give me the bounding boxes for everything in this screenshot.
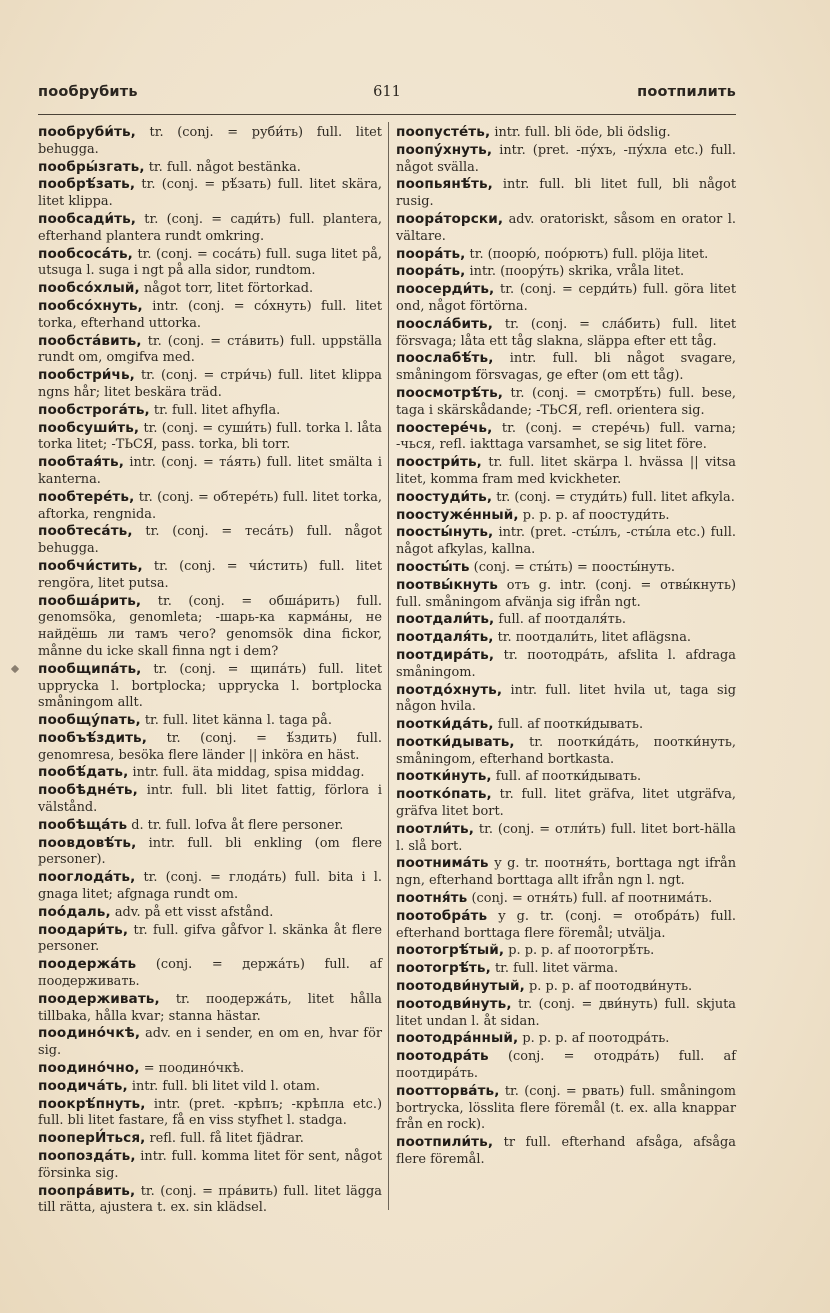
dictionary-entry — [396, 908, 736, 943]
entry-definition: intr. (pret. -сты́лъ, -сты́ла etc.) full. något afkylas, kallna. — [396, 525, 736, 558]
entry-headword: поора́ть, — [396, 263, 466, 280]
entry-definition: intr. (поору́ть) skrika, vråla litet. — [465, 264, 685, 280]
entry-headword: поотогрѣ́ть, — [396, 960, 491, 977]
dictionary-entry — [396, 978, 736, 996]
dictionary-entry — [38, 817, 382, 835]
dictionary-entry — [396, 350, 736, 385]
entry-definition: intr. full. äta middag, spisa middag. — [128, 765, 365, 781]
entry-definition: p. p. p. af поостуди́ть. — [518, 507, 670, 523]
entry-headword: поотторва́ть, — [396, 1082, 500, 1099]
entry-definition: tr. (conj. = соса́ть) full. suga litet på, utsuga l. suga i ngt på alla sidor, rundtom. — [38, 246, 382, 279]
entry-definition: у g. tr. поотня́ть, borttaga ngt ifrån ngn, efterhand borttaga allt ifrån ngn l. ngt. — [396, 856, 736, 889]
entry-definition: refl. full. få litet fjädrar. — [145, 1131, 304, 1147]
entry-definition: tr. full. litet värma. — [490, 961, 619, 977]
entry-definition: tr. full. litet afhyfla. — [149, 402, 281, 418]
entry-headword: пообсади́ть, — [38, 210, 137, 227]
entry-headword: поосла́бить, — [396, 315, 494, 332]
dictionary-entry — [38, 211, 382, 246]
entry-definition: tr. (conj. = смотрѣ́ть) full. bese, taga i skärskådande; -ТЬСЯ, refl. orientera sig. — [396, 385, 736, 418]
running-head — [38, 84, 736, 106]
entry-headword: поотки́да́ть, — [396, 716, 494, 733]
entry-definition: tr. (conj. = стри́чь) full. litet klippa ngns hår; litet beskära träd. — [38, 368, 382, 400]
dictionary-entry — [396, 507, 736, 525]
entry-headword: поокрѣ́пнуть, — [38, 1095, 146, 1112]
entry-definition: intr. (conj. = та́ять) full. litet smälta i kanterna. — [38, 455, 382, 487]
entry-headword: поодино́чно, — [38, 1060, 140, 1077]
entry-headword: пообстрога́ть, — [38, 401, 150, 418]
dictionary-entry — [396, 385, 736, 420]
entry-definition: intr. full. bli något svagare, småningom försvagas, ge efter (om ett tåg). — [396, 351, 736, 384]
entry-definition: у g. tr. (conj. = отобра́ть) full. efterhand borttaga flere föremål; utvälja. — [396, 908, 736, 941]
entry-headword: пообѣдне́ть, — [38, 782, 138, 799]
entry-definition: (conj. = держа́ть) full. af поодерживать. — [38, 957, 382, 990]
entry-headword: пообста́вить, — [38, 332, 142, 349]
entry-definition: tr. (conj. = чи́стить) full. litet rengöra, litet putsa. — [38, 558, 382, 591]
dictionary-entry — [38, 246, 382, 281]
header-rule — [38, 114, 736, 115]
dictionary-entry — [38, 1096, 382, 1131]
entry-definition: tr. (conj. = глода́ть) full. bita i l. gnaga litet; afgnaga rundt om. — [38, 870, 382, 903]
dictionary-entry — [38, 764, 382, 782]
entry-definition: (conj. = отодра́ть) full. af поотдира́ть. — [396, 1049, 736, 1082]
entry-headword: поосты́нуть, — [396, 524, 494, 541]
dictionary-entry — [396, 996, 736, 1031]
entry-definition: intr. full. litet hvila ut, taga sig någon hvila. — [396, 682, 736, 715]
dictionary-entry — [396, 1030, 736, 1048]
entry-headword: поосты́ть — [396, 558, 470, 575]
dictionary-entry — [38, 991, 382, 1026]
entry-definition: tr. full. litet känna l. taga på. — [140, 713, 332, 729]
entry-definition: tr. (поорю́, поо́рютъ) full. plöja litet. — [465, 246, 709, 262]
entry-headword: пообстри́чь, — [38, 367, 135, 384]
entry-definition: tr. поотдали́ть, litet aflägsna. — [493, 630, 691, 646]
entry-definition: tr. поодержа́ть, litet hålla tillbaka, hålla kvar; stanna hästar. — [38, 991, 382, 1024]
dictionary-entry — [396, 821, 736, 856]
entry-definition: intr. full. bli litet vild l. otam. — [127, 1078, 320, 1094]
dictionary-entry — [38, 1148, 382, 1183]
entry-headword: поостуже́нный, — [396, 506, 519, 523]
dictionary-entry — [396, 454, 736, 489]
entry-headword: поотко́пать, — [396, 786, 492, 803]
dictionary-entry — [38, 280, 382, 298]
entry-headword: поора́ть, — [396, 245, 466, 262]
entry-headword: поостри́ть, — [396, 454, 482, 471]
entry-definition: = поодино́чкѣ. — [139, 1061, 245, 1077]
entry-definition: tr. (conj. = рвать) full. småningom bortrycka, lösslita flere föremål (t. ex. alla knappar från en rock). — [396, 1083, 736, 1133]
dictionary-entry — [396, 1048, 736, 1083]
entry-headword: поотки́нуть, — [396, 768, 492, 785]
entry-definition: tr. (conj. = студи́ть) full. litet afkyla. — [492, 489, 735, 505]
entry-definition: intr. full. bli litet fattig, förlora i välstånd. — [38, 783, 382, 816]
entry-headword: поодерживать, — [38, 990, 160, 1007]
entry-definition: (conj. = отня́ть) full. af поотнима́ть. — [467, 891, 713, 907]
entry-definition: p. p. p. af поотодра́ть. — [518, 1031, 670, 1047]
entry-definition: tr. (conj. = стере́чь) full. varna; -чься, refl. iakttaga varsamhet, se sig litet före. — [396, 420, 736, 453]
dictionary-entry — [396, 211, 736, 246]
entry-definition: intr. full. bli enkling (om flere personer). — [38, 835, 382, 868]
header-left-word: пообрубить — [38, 84, 138, 100]
entry-headword: пообруби́ть, — [38, 124, 136, 140]
entry-headword: поослабѣ́ть, — [396, 350, 494, 367]
entry-definition: tr. full. något bestänka. — [144, 159, 301, 175]
entry-headword: пообсуши́ть, — [38, 419, 140, 436]
entry-headword: пообсо́хлый, — [38, 280, 140, 297]
entry-definition: tr. (conj. = теса́ть) full. något behugga. — [38, 524, 382, 557]
entry-definition: full. af поотдаля́ть. — [494, 612, 626, 628]
entry-headword: пообъѣ́здить, — [38, 729, 148, 746]
dictionary-entry — [38, 835, 382, 870]
dictionary-entry — [38, 782, 382, 817]
dictionary-entry — [396, 176, 736, 211]
entry-definition: tr. поотодра́ть, afslita l. afdraga småningom. — [396, 647, 736, 680]
entry-definition: tr. full. gifva gåfvor l. skänka åt flere personer. — [38, 922, 382, 955]
dictionary-entry — [396, 734, 736, 769]
entry-headword: поотки́дывать, — [396, 733, 515, 750]
entry-headword: поодича́ть, — [38, 1077, 128, 1094]
entry-headword: поотогрѣ́тый, — [396, 942, 505, 959]
entry-definition: adv. oratoriskt, såsom en orator l. vältare. — [396, 211, 736, 244]
dictionary-entry — [38, 176, 382, 211]
dictionary-entry — [396, 960, 736, 978]
entry-headword: пооглода́ть, — [38, 869, 136, 886]
dictionary-entry — [396, 1134, 736, 1169]
entry-headword: пообтере́ть, — [38, 488, 135, 505]
entry-headword: пообрѣ́зать, — [38, 176, 136, 193]
dictionary-entry — [38, 333, 382, 368]
dictionary-entry — [38, 402, 382, 420]
left-column — [38, 124, 382, 1217]
dictionary-entry — [38, 1078, 382, 1096]
dictionary-entry — [396, 559, 736, 577]
dictionary-entry — [38, 904, 382, 922]
dictionary-entry — [396, 489, 736, 507]
entry-definition: tr. (conj. = сла́бить) full. litet försvaga; låta ett tåg slakna, släppa efter ett tåg. — [396, 316, 736, 349]
entry-headword: поотодра́ть — [396, 1048, 489, 1065]
dictionary-entry — [38, 1060, 382, 1078]
entry-definition: tr. (conj. = отли́ть) full. litet bort-hälla l. slå bort. — [396, 821, 736, 854]
entry-headword: поосерди́ть, — [396, 281, 495, 298]
entry-definition: adv. en i sender, en om en, hvar för sig. — [38, 1026, 382, 1059]
entry-headword: поотодви́нутый, — [396, 978, 525, 995]
entry-definition: tr. (conj. = ѣ́здить) full. genomresa, besöka flere länder || inköra en häst. — [38, 730, 382, 763]
entry-headword: поодино́чкѣ, — [38, 1025, 141, 1042]
entry-definition: tr. поотки́да́ть, поотки́нуть, småningom, efterhand bortkasta. — [396, 734, 736, 767]
entry-headword: поостуди́ть, — [396, 488, 493, 505]
dictionary-entry — [396, 142, 736, 177]
entry-headword: поотли́ть, — [396, 820, 474, 837]
entry-headword: поотпили́ть, — [396, 1134, 494, 1151]
entry-headword: поотобра́ть — [396, 907, 488, 924]
entry-definition: tr. full. litet skärpa l. hvässa || vitsa litet, komma fram med kvickheter. — [396, 455, 736, 487]
entry-headword: поопра́вить, — [38, 1182, 136, 1199]
entry-headword: пообтая́ть, — [38, 454, 124, 471]
entry-headword: поодари́ть, — [38, 921, 129, 938]
dictionary-entry — [396, 786, 736, 821]
dictionary-entry — [38, 1025, 382, 1060]
entry-definition: intr. full. bli öde, bli ödslig. — [490, 125, 671, 140]
entry-headword: пообсо́хнуть, — [38, 297, 143, 314]
entry-definition: intr. full. bli litet full, bli något rusig. — [396, 177, 736, 210]
dictionary-entry — [38, 420, 382, 455]
entry-headword: пообѣща́ть — [38, 816, 128, 833]
entry-headword: поопусте́ть, — [396, 124, 491, 140]
entry-definition: tr. (conj. = суши́ть) full. torka l. låta torka litet; -ТЬСЯ, pass. torka, bli torr. — [38, 420, 382, 453]
dictionary-entry — [396, 420, 736, 455]
dictionary-entry — [38, 298, 382, 333]
dictionary-entry — [38, 1183, 382, 1218]
entry-headword: поостере́чь, — [396, 419, 493, 436]
dictionary-entry — [38, 1130, 382, 1148]
entry-definition: intr. (pret. -пу́хъ, -пу́хла etc.) full. något svälla. — [396, 142, 736, 175]
entry-headword: поотдаля́ть, — [396, 629, 494, 646]
dictionary-entry — [396, 1083, 736, 1134]
entry-headword: пообѣ́дать, — [38, 764, 129, 781]
dictionary-entry — [396, 890, 736, 908]
dictionary-entry — [38, 558, 382, 593]
header-right-word: поотпилить — [637, 84, 736, 100]
dictionary-entry — [396, 716, 736, 734]
dictionary-entry — [38, 159, 382, 177]
entry-headword: поотнима́ть — [396, 855, 489, 872]
dictionary-entry — [396, 316, 736, 351]
dictionary-entry — [396, 246, 736, 264]
entry-definition: (conj. = сты́ть) = поосты́нуть. — [469, 559, 676, 575]
entry-definition: intr. (pret. -крѣпъ; -крѣпла etc.) full. bli litet fastare, få en viss styfhet l. stadga. — [38, 1096, 382, 1129]
entry-definition: отъ g. intr. (conj. = отвы́кнуть) full. småningom afvänja sig ifrån ngt. — [396, 577, 736, 610]
entry-headword: пообша́рить, — [38, 592, 142, 609]
entry-definition: tr. (conj. = обша́рить) full. genomsöka, genomleta; -шарь-ка карма́ны, не найдёшь ли тамъ чего? genomsök dina fickor, månne du icke skall finna ngt i dem? — [38, 593, 382, 659]
dictionary-entry — [396, 629, 736, 647]
margin-mark — [11, 665, 19, 673]
entry-definition: tr full. efterhand afsåga, afsåga flere föremål. — [396, 1135, 736, 1168]
entry-definition: adv. på ett visst afstånd. — [110, 904, 274, 920]
entry-definition: tr. (conj. = дви́нуть) full. skjuta litet undan l. åt sidan. — [396, 996, 736, 1029]
dictionary-entry — [38, 523, 382, 558]
entry-definition: d. tr. full. lofva åt flere personer. — [127, 817, 344, 833]
entry-headword: пообщипа́ть, — [38, 660, 142, 677]
right-column — [396, 124, 736, 1169]
entry-headword: поотня́ть — [396, 890, 468, 907]
entry-definition: tr. (conj. = рѣ́зать) full. litet skära, litet klippa. — [38, 177, 382, 210]
entry-definition: tr. (conj. = руби́ть) full. litet behugga. — [38, 125, 382, 157]
dictionary-entry — [396, 768, 736, 786]
entry-headword: пообры́згать, — [38, 158, 145, 175]
entry-headword: пооперИ́ться, — [38, 1130, 146, 1147]
entry-headword: поотдо́хнуть, — [396, 681, 503, 698]
dictionary-entry — [396, 611, 736, 629]
entry-definition: p. p. p. af поотодви́нуть. — [524, 979, 693, 995]
entry-definition: tr. (conj. = пра́вить) full. litet lägga till rätta, ajustera t. ex. sin klädsel. — [38, 1183, 382, 1216]
dictionary-entry — [396, 682, 736, 717]
entry-definition: tr. (conj. = обтере́ть) full. litet torka, aftorka, rengnida. — [38, 489, 382, 522]
entry-definition: tr. (conj. = щипа́ть) full. litet upprycka l. bortplocka; upprycka l. bortplocka småningom allt. — [38, 661, 382, 711]
dictionary-entry — [396, 577, 736, 612]
entry-definition: något torr, litet förtorkad. — [139, 281, 314, 297]
entry-headword: поопу́хнуть, — [396, 141, 493, 158]
entry-headword: поора́торски, — [396, 210, 504, 227]
entry-headword: поосмотрѣ́ть, — [396, 384, 504, 401]
dictionary-entry — [396, 524, 736, 559]
dictionary-entry — [38, 367, 382, 402]
entry-definition: tr. (conj. = сади́ть) full. plantera, efterhand plantera rundt omkring. — [38, 211, 382, 244]
entry-headword: пообщу́пать, — [38, 712, 141, 729]
dictionary-entry — [38, 922, 382, 957]
entry-headword: пообтеса́ть, — [38, 523, 133, 540]
dictionary-entry — [38, 454, 382, 489]
entry-headword: поопьянѣ́ть, — [396, 176, 493, 193]
dictionary-entry — [38, 489, 382, 524]
dictionary-entry — [38, 730, 382, 765]
entry-headword: поовдовѣ́ть, — [38, 834, 137, 851]
entry-headword: поотвы́кнуть — [396, 576, 498, 593]
dictionary-entry — [396, 124, 736, 142]
dictionary-entry — [396, 942, 736, 960]
dictionary-entry — [38, 956, 382, 991]
entry-headword: поопозда́ть, — [38, 1148, 136, 1165]
entry-headword: пообсоса́ть, — [38, 245, 133, 262]
entry-definition: full. af поотки́дывать. — [491, 769, 642, 785]
entry-definition: p. p. p. af поотогрѣ́ть. — [504, 943, 655, 959]
dictionary-entry — [38, 593, 382, 661]
entry-headword: поотодра́нный, — [396, 1030, 519, 1047]
dictionary-entry — [396, 281, 736, 316]
entry-headword: поодержа́ть — [38, 956, 137, 973]
dictionary-entry — [396, 855, 736, 890]
entry-headword: поотдали́ть, — [396, 611, 495, 628]
entry-headword: поотодви́нуть, — [396, 995, 512, 1012]
entry-definition: tr. (conj. = ста́вить) full. uppställa rundt om, omgifva med. — [38, 333, 382, 366]
dictionary-entry — [396, 263, 736, 281]
dictionary-entry — [38, 712, 382, 730]
dictionary-entry — [38, 869, 382, 904]
dictionary-entry — [38, 124, 382, 159]
page-number: 611 — [373, 84, 401, 100]
entry-headword: поотдира́ть, — [396, 646, 495, 663]
entry-headword: пообчи́стить, — [38, 557, 143, 574]
column-divider — [388, 122, 389, 1210]
entry-definition: tr. (conj. = серди́ть) full. göra litet ond, något förtörna. — [396, 282, 736, 314]
entry-definition: tr. full. litet gräfva, litet utgräfva, gräfva litet bort. — [396, 787, 736, 820]
entry-headword: поо́даль, — [38, 903, 111, 920]
entry-definition: full. af поотки́дывать. — [493, 717, 644, 733]
entry-definition: intr. (conj. = со́хнуть) full. litet torka, efterhand uttorka. — [38, 298, 382, 331]
dictionary-entry — [38, 661, 382, 712]
entry-definition: intr. full. komma litet för sent, något försinka sig. — [38, 1149, 382, 1181]
dictionary-entry — [396, 647, 736, 682]
